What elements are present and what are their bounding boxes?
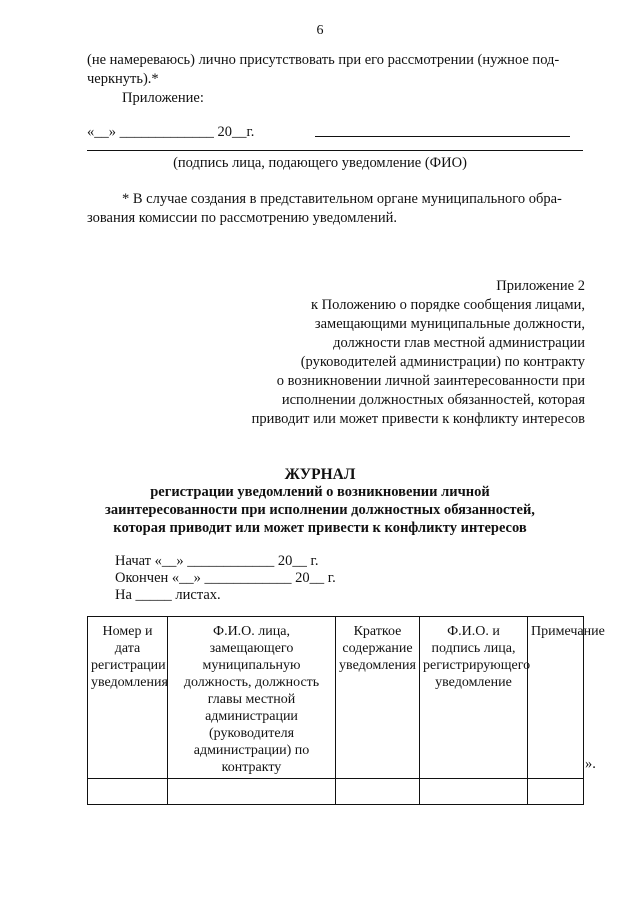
page-number: 6 [316,23,324,38]
registration-table [87,616,605,805]
column-header: Краткое содержание уведомления [336,617,420,779]
intro-line-1: (не намереваюсь) лично присутствовать при его рассмотрении (нужное под- [87,52,560,68]
table-cell [336,779,420,805]
column-header: Ф.И.О. лица, замещающего муниципальную должность, должность главы местной администрации (руководителя администрации) по контракту [168,617,336,779]
annex-header-line: Приложение 2 [496,278,585,294]
footnote-line-1: * В случае создания в представительном органе муниципального обра- [122,191,562,207]
journal-title: ЖУРНАЛ [284,466,356,483]
table-row [88,779,584,805]
column-header: Номер и дата регистрации уведомления [88,617,168,779]
journal-sheets: На _____ листах. [115,587,221,603]
signature-blank-line [315,136,570,137]
appendix-label: Приложение: [122,90,204,106]
table-cell [420,779,528,805]
annex-header-line: о возникновении личной заинтересованности при [276,373,585,389]
annex-header-line: должности глав местной администрации [333,335,585,351]
signature-date-line: «__» _____________ 20__г. [87,124,255,140]
annex-header-line: приводит или может привести к конфликту интересов [251,411,585,427]
closing-quote-mark: ». [585,756,596,772]
table-cell [88,779,168,805]
journal-finished: Окончен «__» ____________ 20__ г. [115,570,336,586]
annex-header-line: к Положению о порядке сообщения лицами, [311,297,585,313]
annex-header-line: исполнении должностных обязанностей, которая [281,392,585,408]
column-header: Ф.И.О. и подпись лица, регистрирующего уведомление [420,617,528,779]
journal-subtitle-line: которая приводит или может привести к конфликту интересов [113,520,527,536]
intro-line-2: черкнуть).* [87,71,159,87]
journal-subtitle-line: регистрации уведомлений о возникновении личной [150,484,490,500]
table-header-row [88,617,584,779]
journal-subtitle-line: заинтересованности при исполнении должностных обязанностей, [105,502,535,518]
column-header: Примечание [528,617,584,779]
table-cell [528,779,584,805]
footnote-line-2: зования комиссии по рассмотрению уведомлений. [87,210,397,226]
full-name-blank-line [87,150,583,151]
annex-header-line: замещающими муниципальные должности, [314,316,585,332]
journal-started: Начат «__» ____________ 20__ г. [115,553,319,569]
annex-header-line: (руководителей администрации) по контракту [300,354,585,370]
table-cell [168,779,336,805]
signature-caption: (подпись лица, подающего уведомление (ФИО) [173,155,467,171]
